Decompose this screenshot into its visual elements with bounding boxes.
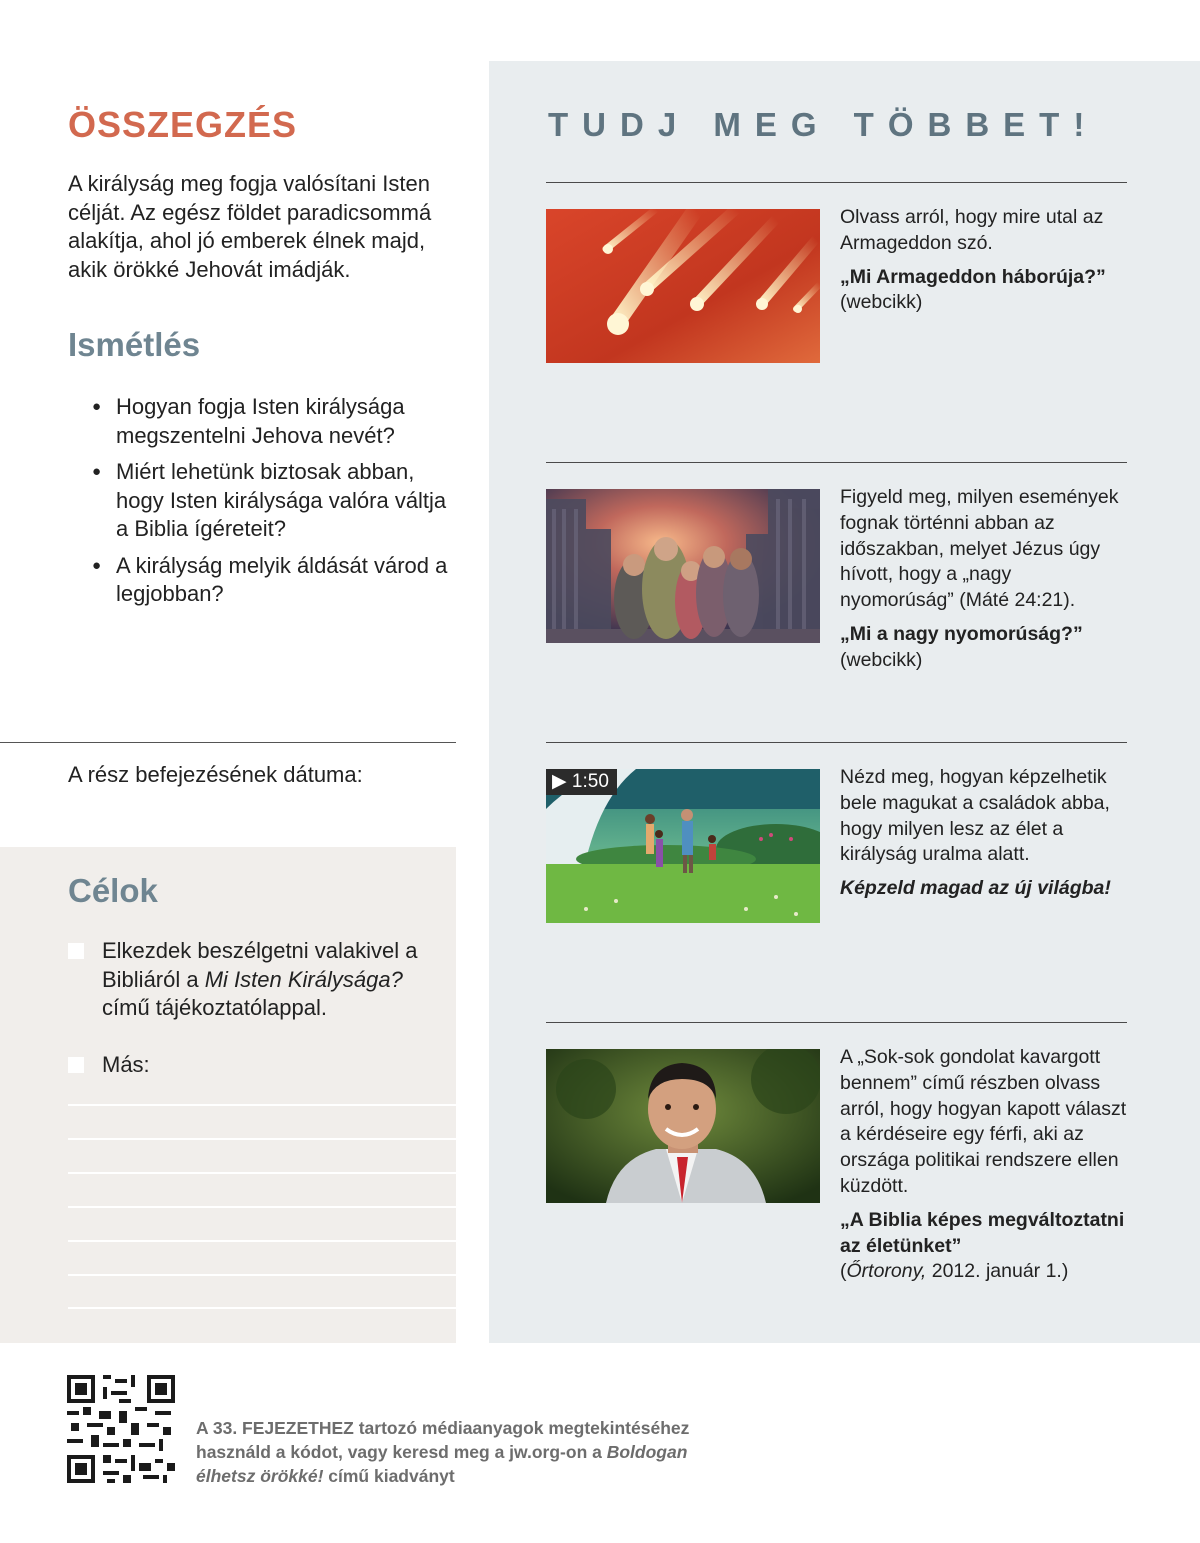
family-tribulation-image[interactable]	[546, 489, 820, 643]
learn-item	[840, 485, 1130, 674]
learn-item-link[interactable]: Képzeld magad az új világba!	[840, 877, 1111, 900]
paradise-family-video[interactable]	[546, 769, 820, 923]
learn-item	[840, 205, 1130, 316]
learn-item-link[interactable]: „Mi Armageddon háborúja?”	[840, 265, 1106, 288]
goal-text: Más:	[102, 1052, 150, 1077]
divider	[546, 182, 1127, 183]
goal-text: Elkezdek beszélgetni valakivel a Bibliáról a Mi Isten Királysága? című tájékoztatólappal.	[102, 938, 418, 1020]
goals-box	[0, 847, 456, 1343]
learn-more-title: TUDJ MEG TÖBBET!	[548, 106, 1099, 143]
writing-line[interactable]	[68, 1240, 456, 1242]
learn-item-text: A „Sok-sok gondolat kavargott bennem” című részben olvass arról, hogy hogyan kapott választ a kérdéseire egy férfi, aki az országa politikai rendszere ellen küzdött.	[840, 1046, 1127, 1197]
review-list	[92, 393, 462, 617]
completion-date-label: A rész befejezésének dátuma:	[68, 762, 363, 787]
review-question: ● Miért lehetünk biztosak abban, hogy Isten királysága valóra váltja a Biblia ígéreteit?	[92, 458, 462, 544]
learn-item-source: (webcikk)	[840, 291, 923, 314]
divider	[546, 1022, 1127, 1023]
learn-item-text: Figyeld meg, milyen események fognak történni abban az időszakban, melyet Jézus úgy hívott, hogy a „nagy nyomorúság” (Máté 24:21).	[840, 486, 1119, 612]
summary-text: A királyság meg fogja valósítani Isten célját. Az egész földet paradicsommá alakítja, ahol jó emberek élnek majd, akik örökké Jehovát imádják.	[68, 171, 432, 282]
footer-note: A 33. FEJEZETHEZ tartozó médiaanyagok megtekintéséhez használd a kódot, vagy keresd meg a jw.org-on a Boldogan élhetsz örökké! című kiadványt	[196, 1418, 690, 1486]
divider	[0, 742, 456, 743]
video-duration-badge: ▶ 1:50	[546, 769, 617, 795]
goal-checkbox[interactable]	[68, 1057, 84, 1073]
learn-item	[840, 765, 1130, 902]
portrait-illustration	[546, 1049, 820, 1203]
learn-item	[840, 1045, 1130, 1285]
divider	[546, 462, 1127, 463]
review-question: ● A királyság melyik áldását várod a legjobban?	[92, 552, 462, 609]
goal-item	[68, 937, 448, 1023]
writing-line[interactable]	[68, 1172, 456, 1174]
family-illustration	[546, 489, 820, 643]
writing-line[interactable]	[68, 1307, 456, 1309]
qr-code-icon[interactable]	[67, 1375, 175, 1483]
review-title: Ismétlés	[68, 326, 201, 363]
summary-title: ÖSSZEGZÉS	[68, 104, 298, 145]
goals-title: Célok	[68, 872, 158, 909]
meteors-image[interactable]	[546, 209, 820, 363]
writing-line[interactable]	[68, 1274, 456, 1276]
writing-line[interactable]	[68, 1206, 456, 1208]
goal-item-other	[68, 1051, 448, 1080]
review-question: ● Hogyan fogja Isten királysága megszentelni Jehova nevét?	[92, 393, 462, 450]
learn-item-link[interactable]: „A Biblia képes megváltoztatni az életünket”	[840, 1208, 1125, 1257]
play-icon: ▶	[552, 771, 567, 792]
meteors-illustration	[546, 209, 820, 363]
man-portrait-image[interactable]	[546, 1049, 820, 1203]
writing-line[interactable]	[68, 1138, 456, 1140]
learn-item-source: (Őrtorony, 2012. január 1.)	[840, 1260, 1069, 1283]
learn-item-link[interactable]: „Mi a nagy nyomorúság?”	[840, 622, 1083, 645]
learn-item-text: Nézd meg, hogyan képzelhetik bele magukat a családok abba, hogy milyen lesz az élet a királyság uralma alatt.	[840, 766, 1110, 866]
writing-line[interactable]	[68, 1104, 456, 1106]
learn-item-text: Olvass arról, hogy mire utal az Armageddon szó.	[840, 206, 1104, 254]
goal-checkbox[interactable]	[68, 943, 84, 959]
learn-item-source: (webcikk)	[840, 648, 923, 671]
divider	[546, 742, 1127, 743]
